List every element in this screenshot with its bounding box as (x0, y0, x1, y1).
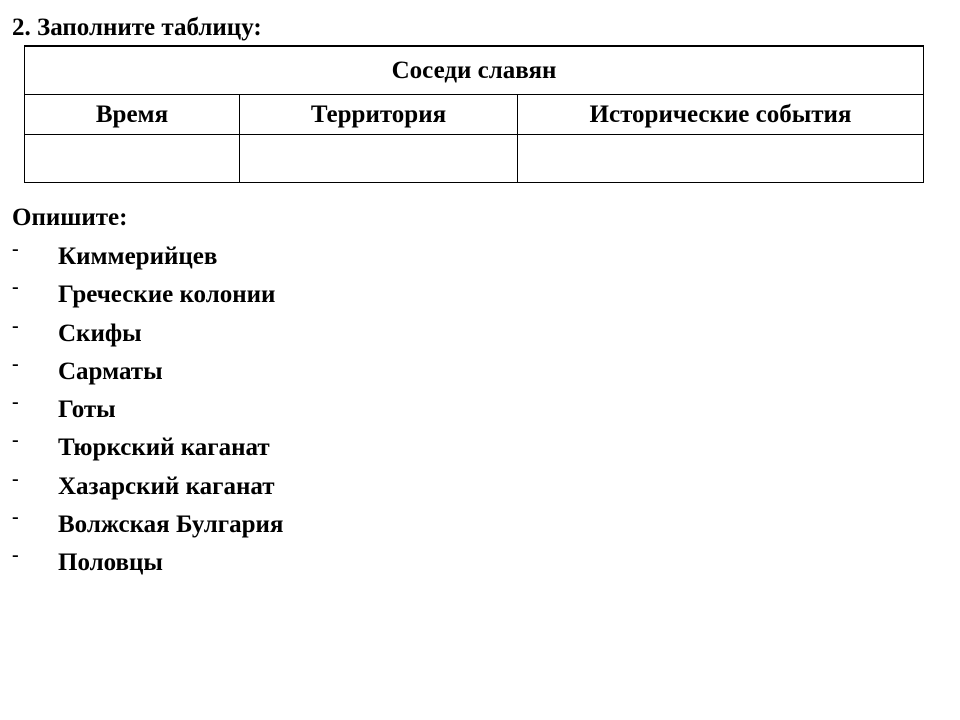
table-caption-row (25, 46, 924, 95)
describe-heading: Опишите: (12, 204, 128, 231)
task-title: 2. Заполните таблицу: (12, 14, 262, 41)
list-item-label: Хазарский каганат (58, 472, 275, 500)
dash-bullet: - (12, 352, 19, 375)
column-header-territory: Территория (240, 95, 518, 135)
list-item-label: Скифы (58, 319, 142, 347)
list-item-label: Греческие колонии (58, 281, 276, 309)
dash-bullet: - (12, 429, 19, 452)
column-header-events: Исторические события (518, 95, 924, 135)
list-item-label: Половцы (58, 549, 163, 577)
list-item-label: Киммерийцев (58, 243, 218, 270)
dash-bullet: - (12, 506, 19, 529)
dash-bullet: - (12, 238, 19, 260)
list-item-label: Тюркский каганат (58, 434, 270, 462)
dash-bullet: - (12, 391, 19, 414)
column-header-time: Время (25, 95, 240, 135)
neighbors-table (24, 45, 924, 183)
dash-bullet: - (12, 544, 19, 567)
list-item-label: Готы (58, 396, 116, 424)
list-item-label: Сарматы (58, 357, 163, 385)
table-cell-time[interactable] (25, 135, 240, 183)
table-cell-events[interactable] (518, 135, 924, 183)
table-caption: Соседи славян (25, 46, 924, 95)
table-header-row (25, 95, 924, 135)
dash-bullet: - (12, 314, 19, 337)
table-cell-territory[interactable] (240, 135, 518, 183)
table-row (25, 135, 924, 183)
dash-bullet: - (12, 276, 19, 299)
dash-bullet: - (12, 467, 19, 490)
list-item-label: Волжская Булгария (58, 511, 284, 539)
